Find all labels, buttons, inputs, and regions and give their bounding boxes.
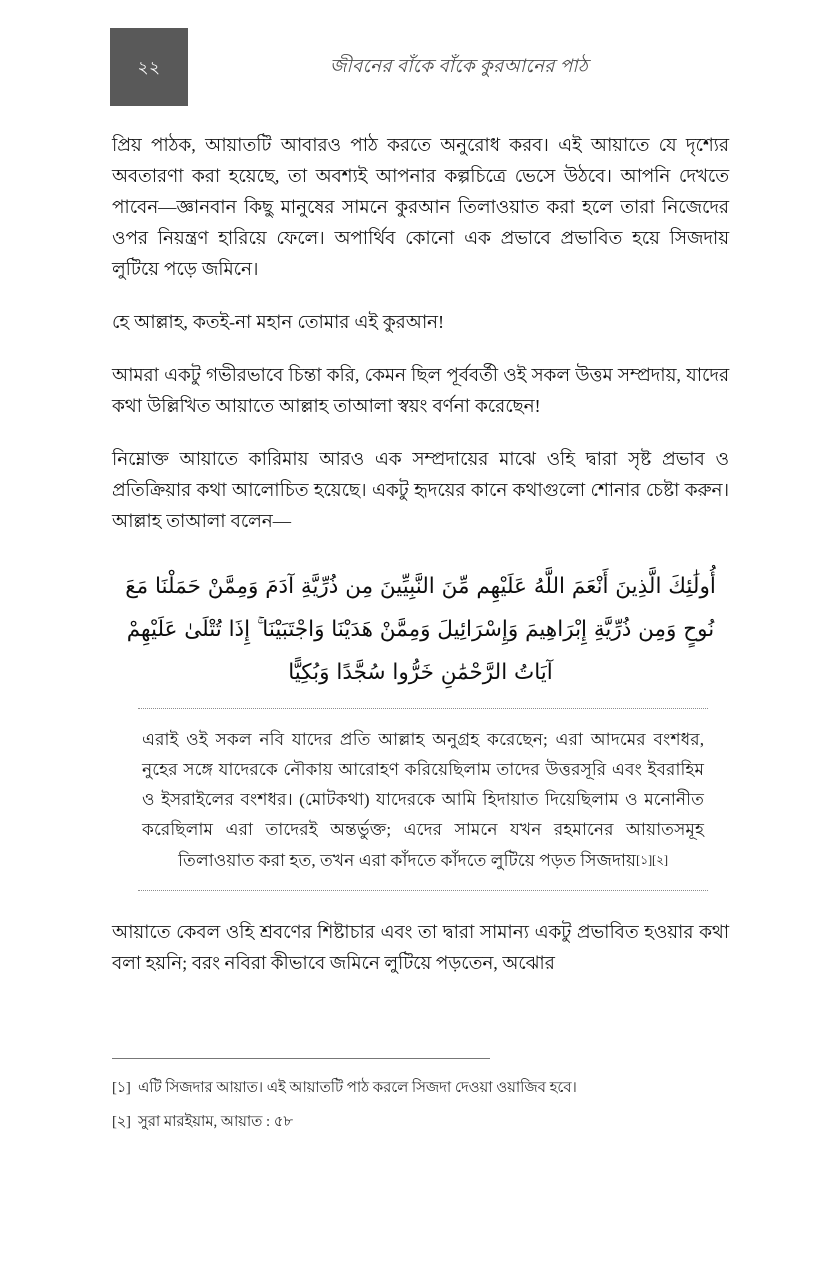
body-paragraph: প্রিয় পাঠক, আয়াতটি আবারও পাঠ করতে অনুরোধ করব। এই আয়াতে যে দৃশ্যের অবতারণা করা হয়েছে, তা অবশ্যই আপনার কল্পচিত্রে ভেসে উঠবে। আপনি দেখতে পাবেন—জ্ঞানবান কিছু মানুষের সামনে কুরআন তিলাওয়াত করা হলে তারা নিজেদের ওপর নিয়ন্ত্রণ হারিয়ে ফেলে। অপার্থিব কোনো এক প্রভাবে প্রভাবিত হয়ে সিজদায় লুটিয়ে পড়ে জমিনে। bbox=[112, 135, 729, 279]
running-title: জীবনের বাঁকে বাঁকে কুরআনের পাঠ bbox=[329, 56, 589, 77]
arabic-verse-line: نُوحٍ وَمِن ذُرِّيَّةِ إِبْرَاهِيمَ وَإِسْرَائِيلَ وَمِمَّنْ هَدَيْنَا وَاجْتَبَيْنَا ۚ إِذَا تُتْلَىٰ عَلَيْهِمْ bbox=[126, 617, 715, 642]
footnote-marker: [২] bbox=[112, 1114, 131, 1130]
footnote-reference-markers: [১][২] bbox=[636, 853, 668, 867]
footnote-marker: [১] bbox=[112, 1080, 131, 1096]
translation-body: এরাই ওই সকল নবি যাদের প্রতি আল্লাহ অনুগ্রহ করেছেন; এরা আদমের বংশধর, নুহের সঙ্গে যাদেরকে নৌকায় আরোহণ করিয়েছিলাম তাদের উত্তরসূরি এবং ইবরাহিম ও ইসরাইলের বংশধর। (মোটকথা) যাদেরকে আমি হিদায়াত দিয়েছিলাম ও মনোনীত করেছিলাম এরা তাদেরই অন্তর্ভুক্ত; এদের সামনে যখন রহমানের আয়াতসমূহ তিলাওয়াত করা হত, তখন এরা কাঁদতে কাঁদতে লুটিয়ে পড়ত সিজদায় bbox=[142, 730, 704, 870]
footnote-separator-rule bbox=[112, 1058, 490, 1059]
arabic-verse-line: أُولَٰئِكَ الَّذِينَ أَنْعَمَ اللَّهُ عَلَيْهِم مِّنَ النَّبِيِّينَ مِن ذُرِّيَّةِ آدَمَ وَمِمَّنْ حَمَلْنَا مَعَ bbox=[125, 574, 716, 599]
translation-text bbox=[138, 725, 708, 876]
footnote-text: এটি সিজদার আয়াত। এই আয়াতটি পাঠ করলে সিজদা দেওয়া ওয়াজিব হবে। bbox=[138, 1080, 577, 1096]
footnote-text: সুরা মারইয়াম, আয়াত : ৫৮ bbox=[138, 1114, 293, 1130]
body-paragraph: আয়াতে কেবল ওহি শ্রবণের শিষ্টাচার এবং তা দ্বারা সামান্য একটু প্রভাবিত হওয়ার কথা বলা হয়নি; বরং নবিরা কীভাবে জমিনে লুটিয়ে পড়তেন, অঝোর bbox=[112, 922, 729, 973]
footnote-item bbox=[112, 1109, 729, 1135]
page-number: ২২ bbox=[137, 57, 161, 77]
body-paragraph: হে আল্লাহ, কতই-না মহান তোমার এই কুরআন! bbox=[112, 312, 445, 332]
body-paragraph: আমরা একটু গভীরভাবে চিন্তা করি, কেমন ছিল পূর্ববর্তী ওই সকল উত্তম সম্প্রদায়, যাদের কথা উল্লিখিত আয়াতে আল্লাহ তাআলা স্বয়ং বর্ণনা করেছেন! bbox=[112, 365, 729, 416]
arabic-verse-line: آيَاتُ الرَّحْمَٰنِ خَرُّوا سُجَّدًا وَبُكِيًّا bbox=[288, 660, 553, 685]
body-paragraph: নিম্নোক্ত আয়াতে কারিমায় আরও এক সম্প্রদায়ের মাঝে ওহি দ্বারা সৃষ্ট প্রভাব ও প্রতিক্রিয়ার কথা আলোচিত হয়েছে। একটু হৃদয়ের কানে কথাগুলো শোনার চেষ্টা করুন। আল্লাহ তাআলা বলেন— bbox=[112, 449, 729, 531]
footnotes-section bbox=[112, 1058, 729, 1143]
page-header bbox=[110, 28, 730, 106]
translation-box bbox=[138, 708, 708, 891]
arabic-verse-block bbox=[112, 565, 729, 694]
footnote-item bbox=[112, 1075, 729, 1101]
page-number-box bbox=[110, 28, 188, 106]
page-content bbox=[112, 130, 729, 979]
